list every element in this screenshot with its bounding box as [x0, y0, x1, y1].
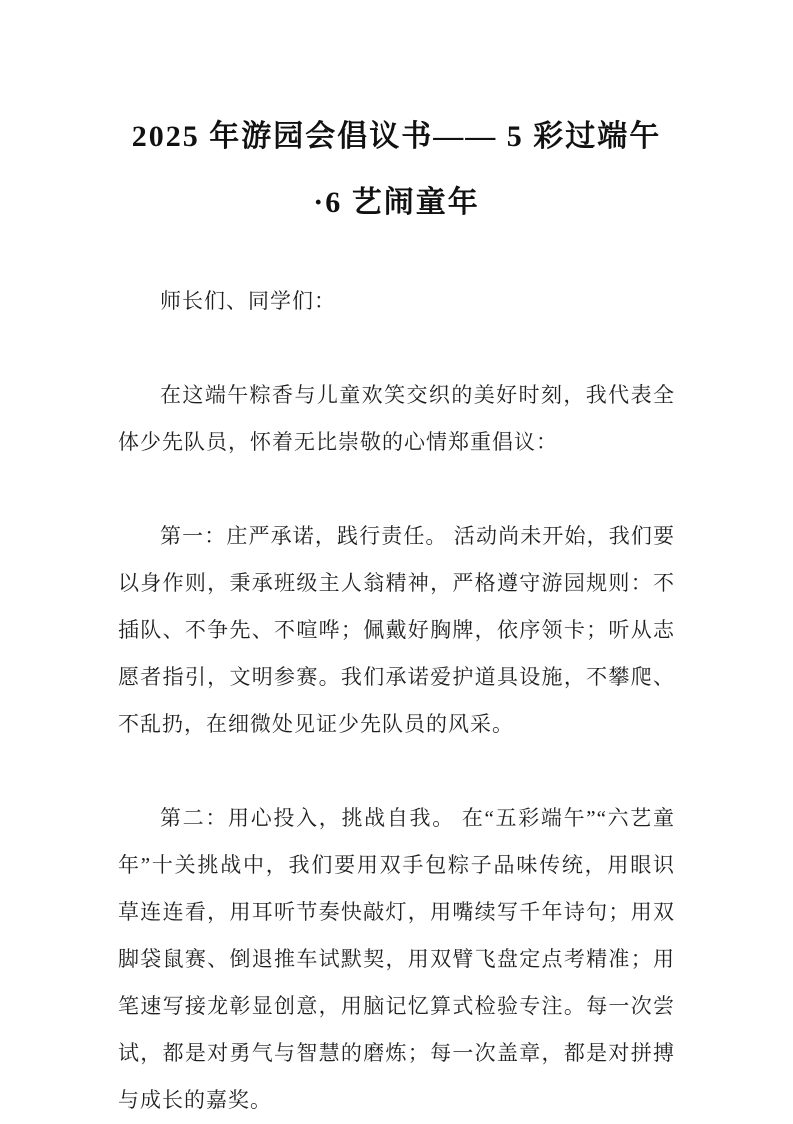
- intro-paragraph: 在这端午粽香与儿童欢笑交织的美好时刻，我代表全体少先队员，怀着无比崇敬的心情郑重倡议：: [118, 383, 675, 454]
- greeting-paragraph: 师长们、同学们：: [160, 289, 336, 313]
- pledge-one-paragraph: 第一：庄严承诺，践行责任。 活动尚未开始，我们要以身作则，秉承班级主人翁精神，严格遵守游园规则：不插队、不争先、不喧哗；佩戴好胸牌，依序领卡；听从志愿者指引，文明参赛。我们承诺爱护道具设施，不攀爬、不乱扔，在细微处见证少先队员的风采。: [118, 524, 675, 736]
- page-title: 2025 年游园会倡议书—— 5 彩过端午·6 艺闹童年: [131, 120, 662, 219]
- pledge-two-paragraph: 第二：用心投入，挑战自我。 在“五彩端午”“六艺童年”十关挑战中，我们要用双手包粽子品味传统，用眼识草连连看，用耳听节奏快敲灯，用嘴续写千年诗句；用双脚袋鼠赛、倒退推车试默契，用双臂飞盘定点考精准；用笔速写接龙彰显创意，用脑记忆算式检验专注。每一次尝试，都是对勇气与智慧的磨炼；每一次盖章，都是对拼搏与成长的嘉奖。: [118, 806, 675, 1112]
